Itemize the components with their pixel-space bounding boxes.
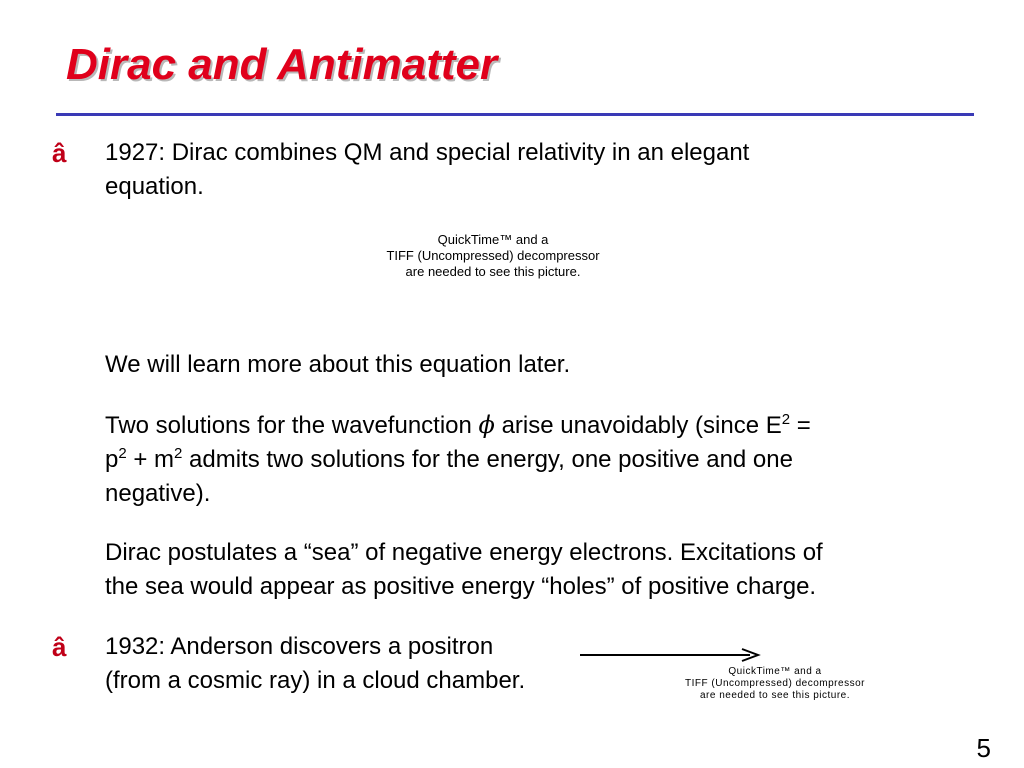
text-run: negative). (105, 480, 211, 507)
bullet-arrow-icon: â (52, 632, 67, 662)
text-run: admits two solutions for the energy, one positive and one (182, 446, 793, 473)
learn-more-text: We will learn more about this equation later. (105, 351, 571, 378)
bullet-1927-line1: 1927: Dirac combines QM and special relativity in an elegant (105, 139, 750, 166)
superscript: 2 (118, 445, 127, 462)
bullet-1927-line2: equation. (105, 173, 204, 200)
dirac-sea-text (105, 536, 985, 604)
text-run: p (105, 446, 119, 473)
superscript: 2 (781, 411, 791, 428)
equation-image-placeholder (355, 232, 631, 280)
slide-title: Dirac and Antimatter (66, 40, 498, 89)
bullet-1927 (105, 136, 985, 204)
placeholder-line: QuickTime™ and a (437, 232, 549, 247)
phi-symbol: ϕ (478, 411, 495, 439)
text-run: + m (126, 446, 175, 473)
text-run: = (790, 412, 811, 439)
placeholder-line: QuickTime™ and a (728, 666, 822, 677)
dirac-sea-line2: the sea would appear as positive energy “holes” of positive charge. (105, 573, 817, 600)
superscript: 2 (174, 445, 183, 462)
dirac-sea-line1: Dirac postulates a “sea” of negative energy electrons. Excitations of (105, 539, 823, 566)
text-run: Two solutions for the wavefunction (105, 412, 479, 439)
slide-number: 5 (976, 733, 991, 763)
positron-image-placeholder (672, 666, 878, 702)
placeholder-line: are needed to see this picture. (405, 264, 581, 279)
text-run: arise unavoidably (since E (494, 412, 782, 439)
placeholder-line: are needed to see this picture. (699, 690, 851, 701)
bullet-1932-line1: 1932: Anderson discovers a positron (105, 633, 494, 660)
two-solutions-text (105, 408, 985, 511)
title-divider (56, 113, 974, 116)
pointer-arrow-icon (578, 647, 764, 663)
bullet-1932 (105, 630, 585, 698)
bullet-1932-line2: (from a cosmic ray) in a cloud chamber. (105, 667, 526, 694)
placeholder-line: TIFF (Uncompressed) decompressor (685, 678, 865, 689)
placeholder-line: TIFF (Uncompressed) decompressor (386, 248, 600, 263)
bullet-arrow-icon: â (52, 138, 67, 168)
